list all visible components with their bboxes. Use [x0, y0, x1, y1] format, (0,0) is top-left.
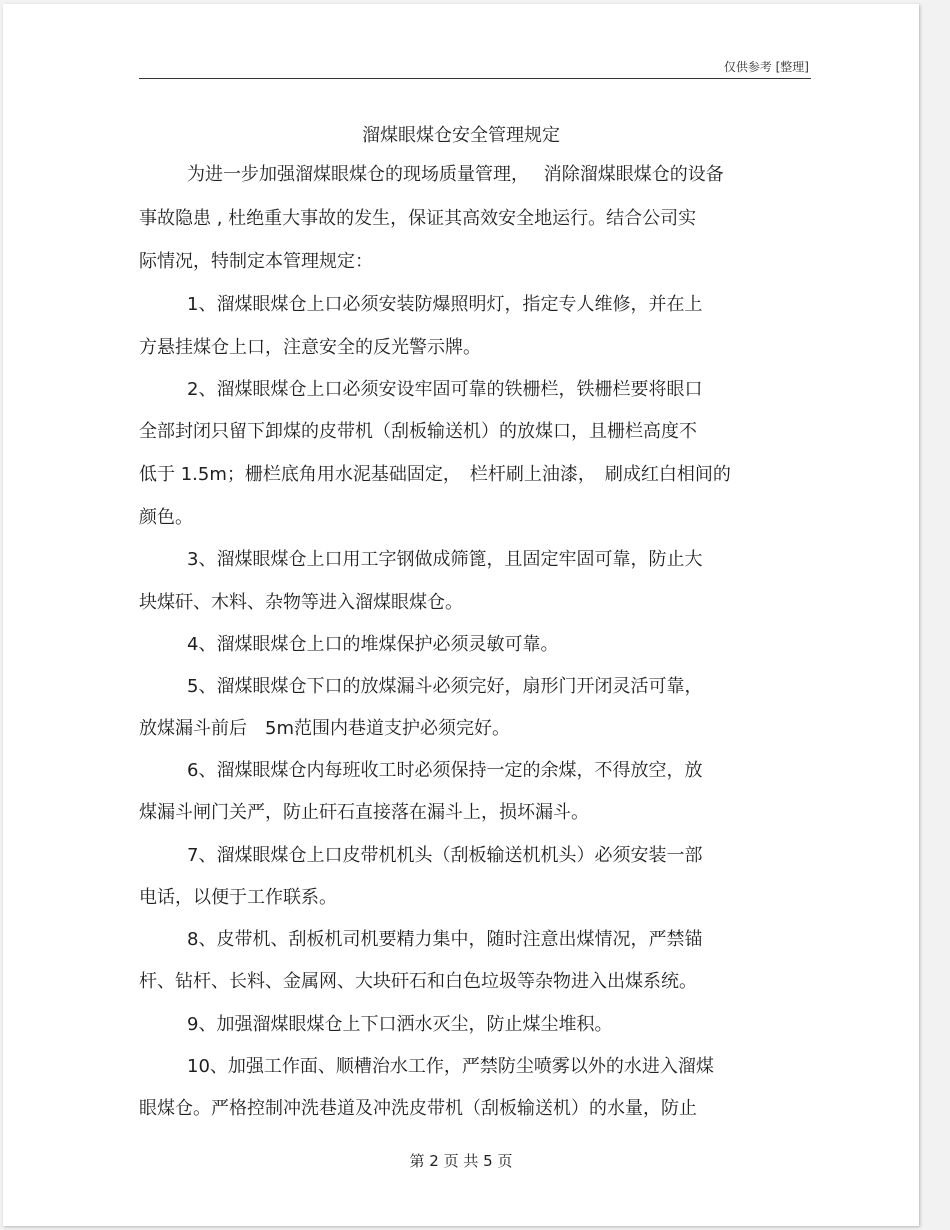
paragraph-line: 电话，以便于工作联系。 — [139, 887, 337, 908]
document-page — [3, 4, 919, 1226]
paragraph-line: 为进一步加强溜煤眼煤仓的现场质量管理， 消除溜煤眼煤仓的设备 — [187, 164, 724, 185]
paragraph-line: 5、溜煤眼煤仓下口的放煤漏斗必须完好，扇形门开闭灵活可靠， — [187, 676, 703, 697]
paragraph-line: 9、加强溜煤眼煤仓上下口洒水灭尘，防止煤尘堆积。 — [187, 1014, 613, 1035]
paragraph-line: 颜色。 — [139, 507, 193, 528]
page-number-footer: 第 2 页 共 5 页 — [409, 1152, 513, 1170]
paragraph-line: 10、加强工作面、顺槽治水工作，严禁防尘喷雾以外的水进入溜煤 — [187, 1056, 714, 1077]
paragraph-line: 块煤矸、木料、杂物等进入溜煤眼煤仓。 — [139, 592, 463, 613]
paragraph-line: 杆、钻杆、长料、金属网、大块矸石和白色垃圾等杂物进入出煤系统。 — [139, 971, 697, 992]
paragraph-line: 事故隐患 , 杜绝重大事故的发生，保证其高效安全地运行。结合公司实 — [139, 208, 697, 229]
paragraph-line: 4、溜煤眼煤仓上口的堆煤保护必须灵敏可靠。 — [187, 634, 559, 655]
header-rule — [139, 78, 811, 79]
header-note: 仅供参考 [整理] — [723, 60, 809, 74]
paragraph-line: 6、溜煤眼煤仓内每班收工时必须保持一定的余煤，不得放空，放 — [187, 760, 703, 781]
paragraph-line: 煤漏斗闸门关严，防止矸石直接落在漏斗上，损坏漏斗。 — [139, 802, 589, 823]
paragraph-line: 低于 1.5m；栅栏底角用水泥基础固定， 栏杆刷上油漆， 刷成红白相间的 — [139, 464, 731, 485]
paragraph-line: 8、皮带机、刮板机司机要精力集中，随时注意出煤情况，严禁锚 — [187, 929, 703, 950]
paragraph-line: 1、溜煤眼煤仓上口必须安装防爆照明灯，指定专人维修，并在上 — [187, 294, 703, 315]
paragraph-line: 全部封闭只留下卸煤的皮带机（刮板输送机）的放煤口，且栅栏高度不 — [139, 421, 697, 442]
paragraph-line: 放煤漏斗前后 5m范围内巷道支护必须完好。 — [139, 718, 510, 739]
paragraph-line: 2、溜煤眼煤仓上口必须安设牢固可靠的铁栅栏，铁栅栏要将眼口 — [187, 379, 703, 400]
document-title: 溜煤眼煤仓安全管理规定 — [362, 125, 560, 146]
paragraph-line: 际情况，特制定本管理规定： — [139, 251, 373, 272]
paragraph-line: 方悬挂煤仓上口，注意安全的反光警示牌。 — [139, 337, 481, 358]
paragraph-line: 3、溜煤眼煤仓上口用工字钢做成筛篦，且固定牢固可靠，防止大 — [187, 549, 703, 570]
paragraph-line: 眼煤仓。严格控制冲洗巷道及冲洗皮带机（刮板输送机）的水量，防止 — [139, 1098, 697, 1119]
paragraph-line: 7、溜煤眼煤仓上口皮带机机头（刮板输送机机头）必须安装一部 — [187, 845, 703, 866]
